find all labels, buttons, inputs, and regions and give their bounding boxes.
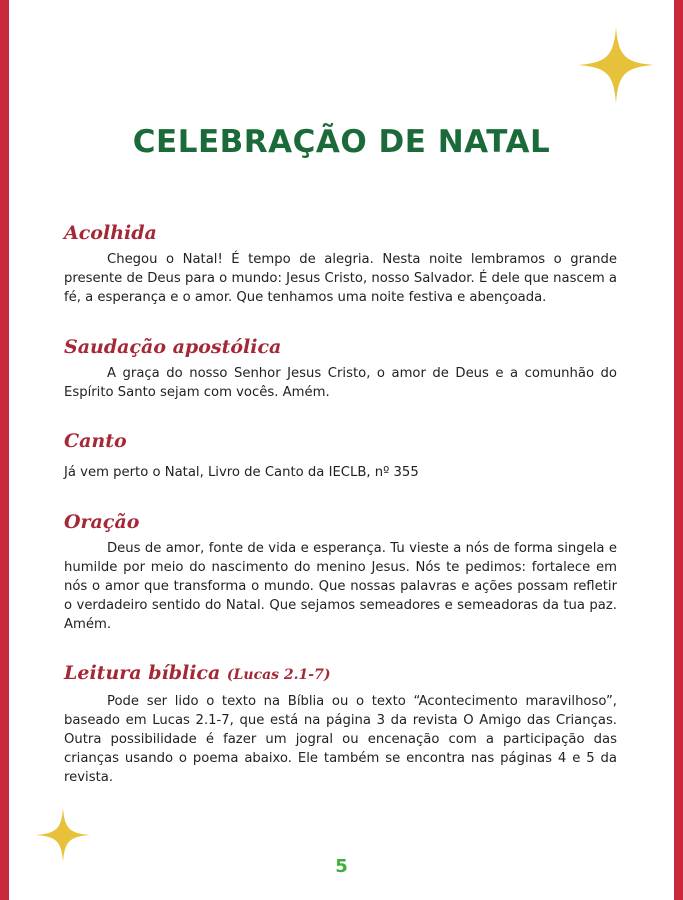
section-heading-reference: (Lucas 2.1-7): [226, 667, 331, 683]
section-acolhida: [64, 220, 617, 307]
section-heading: Saudação apostólica: [64, 336, 282, 358]
section-heading: Oração: [64, 511, 140, 533]
section-leitura-biblica: [64, 660, 617, 787]
page-title: CELEBRAÇÃO DE NATAL: [132, 124, 551, 160]
section-text: A graça do nosso Senhor Jesus Cristo, o amor de Deus e a comunhão do Espírito Santo sejam com vocês. Amém.: [64, 366, 617, 400]
section-oracao: [64, 509, 617, 634]
sparkle-star-icon: [578, 27, 654, 103]
section-heading-main: Leitura bíblica: [64, 662, 221, 684]
section-text: Já vem perto o Natal, Livro de Canto da IECLB, nº 355: [64, 465, 419, 480]
page-number: 5: [335, 856, 348, 877]
section-heading: Acolhida: [64, 222, 157, 244]
section-text: Pode ser lido o texto na Bíblia ou o texto “Acontecimento maravilhoso”, baseado em Lucas 2.1-7, que está na página 3 da revista O Amigo das Crianças. Outra possibilidade é fazer um jogral ou encenação com a participação das crianças usando o poema abaixo. Ele também se encontra nas páginas 4 e 5 da revista.: [64, 694, 617, 785]
section-heading: [64, 660, 617, 688]
section-text: Deus de amor, fonte de vida e esperança. Tu vieste a nós de forma singela e humilde por meio do nascimento do menino Jesus. Nós te pedimos: fortalece em nós o amor que transforma o mundo. Que nossas palavras e ações possam refletir o verdadeiro sentido do Natal. Que sejamos semeadores e semeadoras da tua paz. Amém.: [64, 541, 617, 632]
sparkle-star-icon: [36, 808, 90, 862]
section-canto: [64, 428, 617, 482]
section-text: Chegou o Natal! É tempo de alegria. Nesta noite lembramos o grande presente de Deus para o mundo: Jesus Cristo, nosso Salvador. É dele que nascem a fé, a esperança e o amor. Que tenhamos uma noite festiva e abençoada.: [64, 252, 617, 305]
section-heading: Canto: [64, 430, 127, 452]
section-saudacao-apostolica: [64, 334, 617, 402]
